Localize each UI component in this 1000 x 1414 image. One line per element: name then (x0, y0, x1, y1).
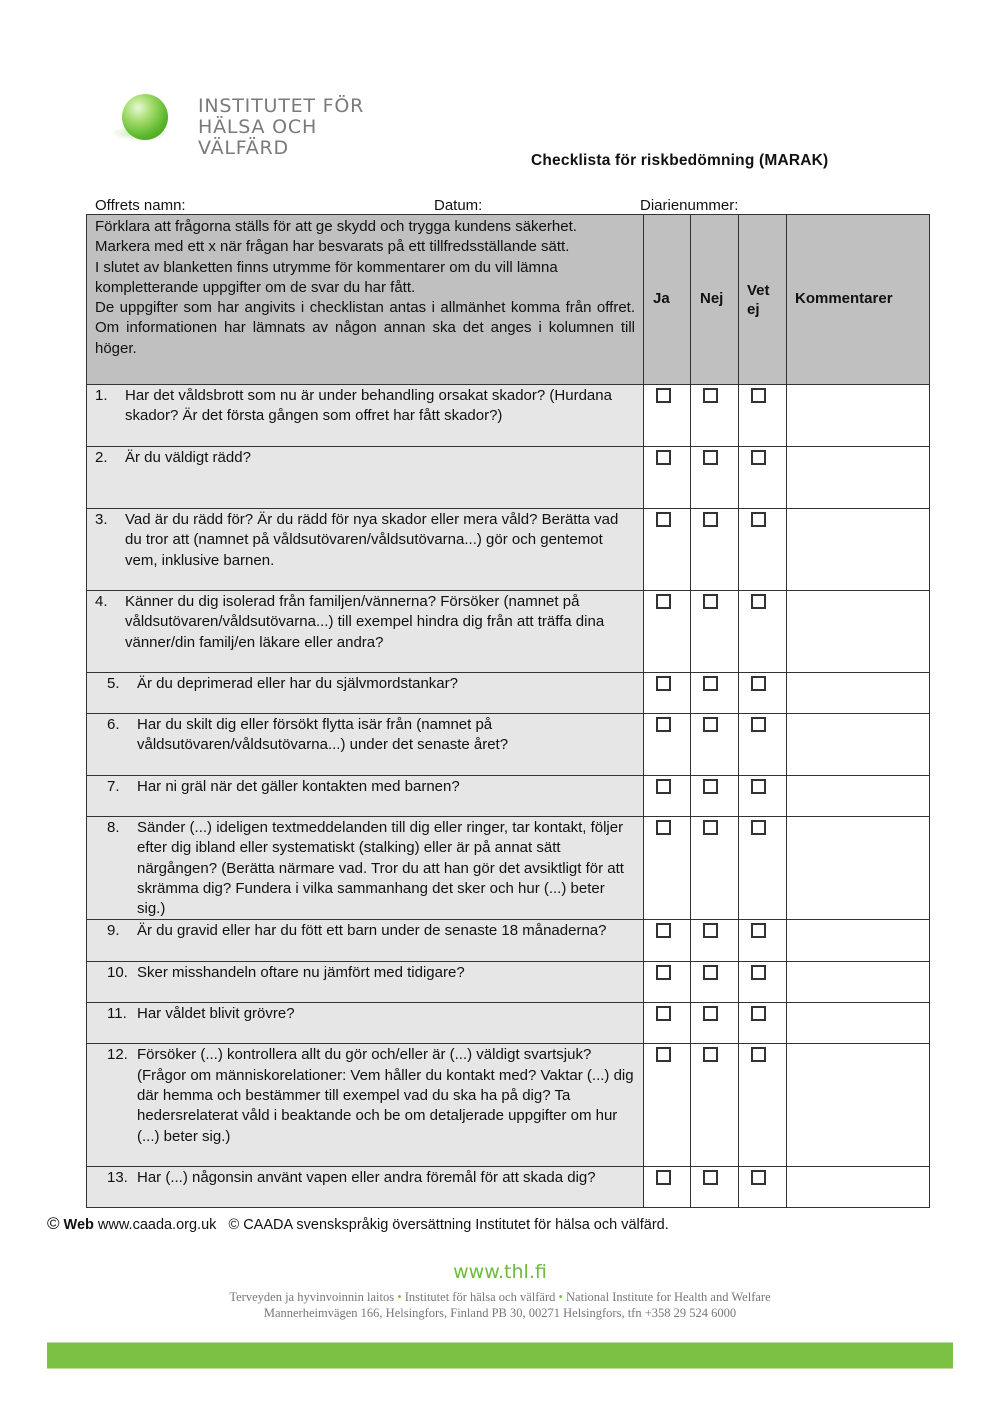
checkbox-no[interactable] (703, 388, 718, 403)
thl-website-link[interactable]: www.thl.fi (453, 1261, 547, 1283)
answer-cell-dont-know (739, 1003, 787, 1044)
comment-cell[interactable] (787, 385, 930, 447)
separator-dot: • (397, 1290, 402, 1304)
checkbox-dont-know[interactable] (751, 965, 766, 980)
checkbox-no[interactable] (703, 450, 718, 465)
question-number: 7. (107, 778, 120, 795)
answer-cell-yes (644, 776, 691, 817)
checkbox-no[interactable] (703, 594, 718, 609)
comment-cell[interactable] (787, 673, 930, 714)
answer-cell-no (691, 385, 739, 447)
question-number: 12. (107, 1046, 128, 1064)
question-row (87, 385, 930, 447)
answer-cell-no (691, 673, 739, 714)
victim-name-field[interactable]: Offrets namn: (95, 197, 186, 214)
checkbox-dont-know[interactable] (751, 676, 766, 691)
question-text: Har (...) någonsin använt vapen eller andra föremål för att skada dig? (137, 1169, 596, 1187)
answer-cell-no (691, 776, 739, 817)
footer-green-bar (47, 1342, 953, 1369)
question-number: 13. (107, 1169, 128, 1187)
question-cell (87, 714, 644, 776)
question-text: Känner du dig isolerad från familjen/vännerna? Försöker (namnet på våldsutövaren/våldsutövarna...) till exempel hindra dig från att träffa dina vänner/din familj/en läkare eller andra? (125, 593, 605, 651)
separator-dot: • (558, 1290, 563, 1304)
answer-cell-yes (644, 591, 691, 673)
question-text: Har våldet blivit grövre? (137, 1005, 295, 1023)
answer-cell-no (691, 447, 739, 509)
answer-cell-no (691, 962, 739, 1003)
column-header-dont-know: Vet ej (739, 215, 787, 385)
checkbox-yes[interactable] (656, 594, 671, 609)
answer-cell-no (691, 1044, 739, 1167)
checkbox-no[interactable] (703, 1006, 718, 1021)
answer-cell-no (691, 817, 739, 920)
question-number: 3. (95, 511, 108, 528)
answer-cell-dont-know (739, 776, 787, 817)
question-text: Är du väldigt rädd? (125, 449, 251, 466)
institute-name-swedish: Institutet för hälsa och välfärd (404, 1290, 556, 1304)
answer-cell-yes (644, 1167, 691, 1208)
question-number: 4. (95, 593, 108, 610)
institute-name-finnish: Terveyden ja hyvinvoinnin laitos (229, 1290, 395, 1304)
question-row (87, 920, 930, 962)
institute-names (0, 1290, 1000, 1305)
checkbox-dont-know[interactable] (751, 717, 766, 732)
checkbox-dont-know[interactable] (751, 450, 766, 465)
answer-cell-no (691, 714, 739, 776)
web-label: Web (63, 1217, 94, 1233)
question-text: Sker misshandeln oftare nu jämfört med tidigare? (137, 964, 465, 982)
question-row (87, 673, 930, 714)
answer-cell-dont-know (739, 673, 787, 714)
checkbox-dont-know[interactable] (751, 1047, 766, 1062)
risk-checklist-table (86, 214, 930, 1208)
question-cell (87, 920, 644, 962)
question-number: 11. (107, 1005, 127, 1023)
checkbox-yes[interactable] (656, 450, 671, 465)
answer-cell-dont-know (739, 1167, 787, 1208)
question-row (87, 1167, 930, 1208)
question-text: Sänder (...) ideligen textmeddelanden till dig eller ringer, tar kontakt, följer efter dig ibland eller systematiskt (stalking) eller är på annat sätt närgången? (Berätta närmare vad. Tror du att han gör det avsiktligt för att skrämma dig? Fundera i vilka sammanhang det sker och hur (...) beter sig.) (137, 819, 624, 918)
comment-cell[interactable] (787, 1167, 930, 1208)
question-number: 10. (107, 964, 128, 982)
logo-text (198, 96, 414, 159)
instruction-3: I slutet av blanketten finns utrymme för kommentarer om du vill lämna kompletterande uppgifter om de svar du har fått. (95, 258, 558, 296)
checkbox-yes[interactable] (656, 923, 671, 938)
question-text: Har ni gräl när det gäller kontakten med barnen? (137, 778, 460, 795)
question-cell (87, 817, 644, 920)
question-text: Har det våldsbrott som nu är under behandling orsakat skador? (Hurdana skador? Är det första gången som offret har fått skador?) (125, 387, 612, 425)
question-text: Vad är du rädd för? Är du rädd för nya skador eller mera våld? Berätta vad du tror att (namnet på våldsutövaren/våldsutövarna...) gör och gentemot vem, inklusive barnen. (125, 511, 619, 569)
answer-cell-dont-know (739, 920, 787, 962)
answer-cell-dont-know (739, 714, 787, 776)
checkbox-no[interactable] (703, 717, 718, 732)
checkbox-dont-know[interactable] (751, 779, 766, 794)
answer-cell-dont-know (739, 1044, 787, 1167)
table-header-row (87, 215, 930, 385)
answer-cell-dont-know (739, 962, 787, 1003)
comment-cell[interactable] (787, 714, 930, 776)
institute-name-english: National Institute for Health and Welfare (566, 1290, 771, 1304)
question-row (87, 447, 930, 509)
answer-cell-yes (644, 1003, 691, 1044)
question-cell (87, 962, 644, 1003)
question-row (87, 817, 930, 920)
question-cell (87, 385, 644, 447)
comment-cell[interactable] (787, 1003, 930, 1044)
answer-cell-yes (644, 1044, 691, 1167)
comment-cell[interactable] (787, 920, 930, 962)
question-cell (87, 776, 644, 817)
question-number: 9. (107, 922, 120, 940)
checkbox-yes[interactable] (656, 820, 671, 835)
checkbox-yes[interactable] (656, 779, 671, 794)
document-title: Checklista för riskbedömning (MARAK) (531, 152, 829, 169)
answer-cell-yes (644, 714, 691, 776)
question-number: 6. (107, 716, 120, 733)
answer-cell-yes (644, 920, 691, 962)
comment-cell[interactable] (787, 962, 930, 1003)
question-cell (87, 1044, 644, 1167)
comment-cell[interactable] (787, 447, 930, 509)
checkbox-dont-know[interactable] (751, 923, 766, 938)
checkbox-dont-know[interactable] (751, 1170, 766, 1185)
answer-cell-no (691, 591, 739, 673)
question-number: 1. (95, 387, 108, 404)
question-text: Försöker (...) kontrollera allt du gör och/eller är (...) väldigt svartsjuk? (Frågor om människorelationer: Vem håller du kontakt med? Vaktar (...) dig där hemma och bestämmer till exempel vad du ska ha på dig? Ta hedersrelaterat våld i beaktande och be om detaljerade uppgifter om hur (...) beter sig.) (137, 1046, 634, 1145)
answer-cell-yes (644, 385, 691, 447)
answer-cell-no (691, 1167, 739, 1208)
checkbox-yes[interactable] (656, 1170, 671, 1185)
checkbox-no[interactable] (703, 779, 718, 794)
checkbox-no[interactable] (703, 923, 718, 938)
copyright-footnote (47, 1214, 669, 1234)
checkbox-dont-know[interactable] (751, 820, 766, 835)
record-number-field[interactable]: Diarienummer: (640, 197, 739, 214)
checkbox-yes[interactable] (656, 1006, 671, 1021)
comment-cell[interactable] (787, 776, 930, 817)
answer-cell-yes (644, 447, 691, 509)
answer-cell-yes (644, 673, 691, 714)
answer-cell-dont-know (739, 817, 787, 920)
comment-cell[interactable] (787, 817, 930, 920)
column-header-yes: Ja (644, 215, 691, 385)
footnote-text: www.caada.org.uk © CAADA svenskspråkig översättning Institutet för hälsa och välfärd. (97, 1217, 669, 1233)
institute-address: Mannerheimvägen 166, Helsingfors, Finland PB 30, 00271 Helsingfors, tfn +358 29 524 6000 (263, 1306, 737, 1320)
checkbox-dont-know[interactable] (751, 594, 766, 609)
checkbox-dont-know[interactable] (751, 512, 766, 527)
question-cell (87, 447, 644, 509)
checkbox-yes[interactable] (656, 1047, 671, 1062)
question-row (87, 714, 930, 776)
answer-cell-no (691, 920, 739, 962)
instruction-1: Förklara att frågorna ställs för att ge skydd och trygga kundens säkerhet. (95, 218, 577, 235)
comment-cell[interactable] (787, 509, 930, 591)
answer-cell-dont-know (739, 385, 787, 447)
question-text: Är du gravid eller har du fött ett barn under de senaste 18 månaderna? (137, 922, 607, 940)
question-cell (87, 1003, 644, 1044)
checkbox-no[interactable] (703, 1170, 718, 1185)
question-number: 2. (95, 449, 108, 466)
date-field[interactable]: Datum: (434, 197, 483, 214)
question-number: 5. (107, 675, 120, 692)
checkbox-no[interactable] (703, 820, 718, 835)
instructions-cell (87, 215, 644, 385)
checkbox-no[interactable] (703, 1047, 718, 1062)
question-number: 8. (107, 819, 120, 836)
copyright-icon: © (47, 1214, 60, 1233)
checkbox-no[interactable] (703, 676, 718, 691)
question-row (87, 509, 930, 591)
question-text: Har du skilt dig eller försökt flytta isär från (namnet på våldsutövaren/våldsutövarna...) under det senaste året? (137, 716, 509, 754)
globe-logo-icon (122, 94, 168, 140)
question-row (87, 591, 930, 673)
answer-cell-dont-know (739, 509, 787, 591)
question-row (87, 1003, 930, 1044)
checkbox-dont-know[interactable] (751, 1006, 766, 1021)
checkbox-yes[interactable] (656, 388, 671, 403)
instruction-4: De uppgifter som har angivits i checklistan antas i allmänhet komma från offret. Om informationen har lämnats av någon annan ska det anges i kolumnen till höger. (95, 299, 635, 357)
comment-cell[interactable] (787, 1044, 930, 1167)
question-cell (87, 591, 644, 673)
instruction-2: Markera med ett x när frågan har besvarats på ett tillfredsställande sätt. (95, 238, 570, 256)
question-text: Är du deprimerad eller har du självmordstankar? (137, 675, 458, 692)
answer-cell-no (691, 1003, 739, 1044)
checkbox-no[interactable] (703, 965, 718, 980)
logo-line-1: INSTITUTET FÖR (198, 95, 365, 117)
answer-cell-no (691, 509, 739, 591)
checkbox-yes[interactable] (656, 676, 671, 691)
question-cell (87, 1167, 644, 1208)
checkbox-no[interactable] (703, 512, 718, 527)
checkbox-dont-know[interactable] (751, 388, 766, 403)
question-row (87, 962, 930, 1003)
question-row (87, 776, 930, 817)
checkbox-yes[interactable] (656, 965, 671, 980)
answer-cell-yes (644, 817, 691, 920)
checkbox-yes[interactable] (656, 717, 671, 732)
institute-logo (114, 92, 414, 159)
column-header-comments: Kommentarer (787, 215, 930, 385)
answer-cell-dont-know (739, 591, 787, 673)
answer-cell-yes (644, 509, 691, 591)
checkbox-yes[interactable] (656, 512, 671, 527)
answer-cell-dont-know (739, 447, 787, 509)
question-cell (87, 673, 644, 714)
question-row (87, 1044, 930, 1167)
answer-cell-yes (644, 962, 691, 1003)
logo-line-2: HÄLSA OCH VÄLFÄRD (198, 116, 318, 159)
column-header-no: Nej (691, 215, 739, 385)
comment-cell[interactable] (787, 591, 930, 673)
question-cell (87, 509, 644, 591)
